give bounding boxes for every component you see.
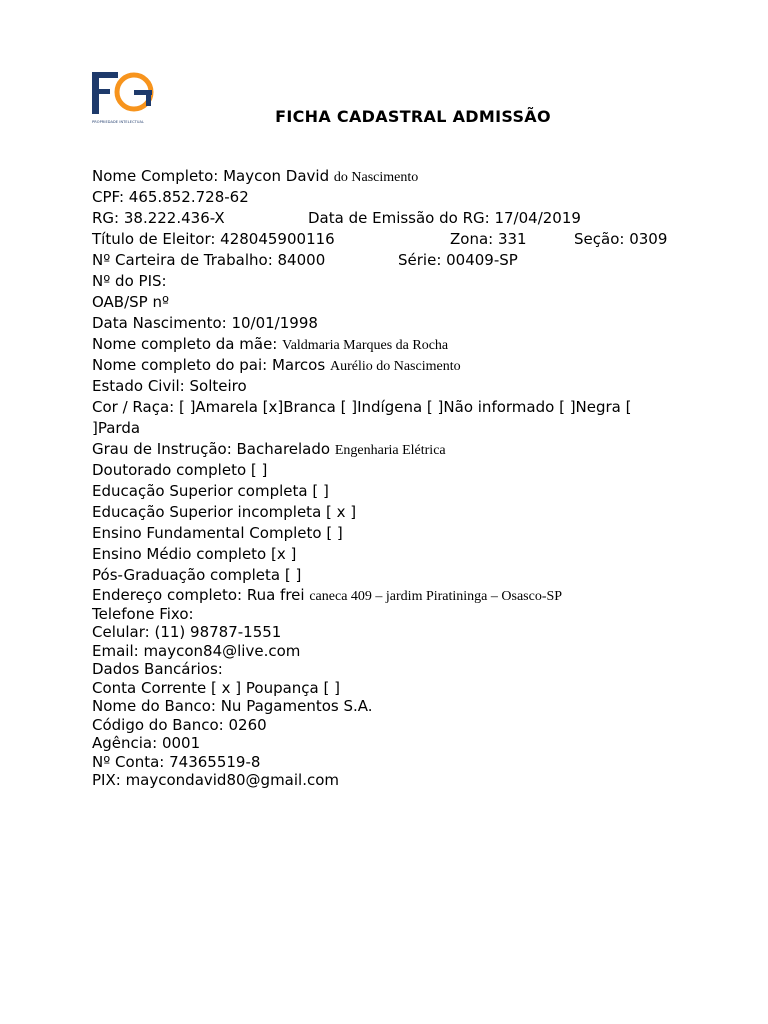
field-cpf: CPF: 465.852.728-62 xyxy=(92,188,249,206)
field-nascimento: Data Nascimento: 10/01/1998 xyxy=(92,314,318,332)
field-endereco: Endereço completo: Rua frei caneca 409 – jardim Piratininga – Osasco-SP xyxy=(92,586,563,604)
field-estado-civil: Estado Civil: Solteiro xyxy=(92,377,247,395)
field-mae: Nome completo da mãe: Valdmaria Marques da Rocha xyxy=(92,335,449,353)
field-superior-completa: Educação Superior completa [ ] xyxy=(92,482,329,500)
field-conta: Nº Conta: 74365519-8 xyxy=(92,752,261,771)
field-pai: Nome completo do pai: Marcos Aurélio do Nascimento xyxy=(92,356,461,374)
field-titulo: Título de Eleitor: 428045900116 Zona: 331 Seção: 0309 xyxy=(92,230,668,248)
page-title: FICHA CADASTRAL ADMISSÃO xyxy=(275,107,551,126)
field-carteira: Nº Carteira de Trabalho: 84000 Série: 00409-SP xyxy=(92,251,518,269)
form-content xyxy=(92,166,682,790)
field-cor-raca: Cor / Raça: [ ]Amarela [x]Branca [ ]Indígena [ ]Não informado [ ]Negra [ ]Parda xyxy=(92,398,632,437)
field-telefone: Telefone Fixo: xyxy=(92,604,194,623)
field-email: Email: maycon84@live.com xyxy=(92,641,301,660)
field-banco: Nome do Banco: Nu Pagamentos S.A. xyxy=(92,697,373,715)
field-superior-incompleta: Educação Superior incompleta [ x ] xyxy=(92,503,357,521)
field-fundamental: Ensino Fundamental Completo [ ] xyxy=(92,524,343,542)
field-dados-bancarios: Dados Bancários: xyxy=(92,660,223,678)
field-codigo-banco: Código do Banco: 0260 xyxy=(92,715,267,734)
field-pos: Pós-Graduação completa [ ] xyxy=(92,566,302,584)
field-rg: RG: 38.222.436-X Data de Emissão do RG: 17/04/2019 xyxy=(92,209,581,227)
field-oab: OAB/SP nº xyxy=(92,293,170,311)
field-agencia: Agência: 0001 xyxy=(92,734,201,752)
field-medio: Ensino Médio completo [x ] xyxy=(92,545,297,563)
field-conta-tipo: Conta Corrente [ x ] Poupança [ ] xyxy=(92,678,340,697)
field-celular: Celular: (11) 98787-1551 xyxy=(92,623,282,641)
field-pix: PIX: maycondavid80@gmail.com xyxy=(92,771,340,789)
field-pis: Nº do PIS: xyxy=(92,272,167,290)
field-grau: Grau de Instrução: Bacharelado Engenharia Elétrica xyxy=(92,440,446,458)
field-doutorado: Doutorado completo [ ] xyxy=(92,461,268,479)
logo-tagline: PROPRIEDADE INTELECTUAL xyxy=(92,120,145,124)
field-nome: Nome Completo: Maycon David do Nascimento xyxy=(92,167,419,185)
